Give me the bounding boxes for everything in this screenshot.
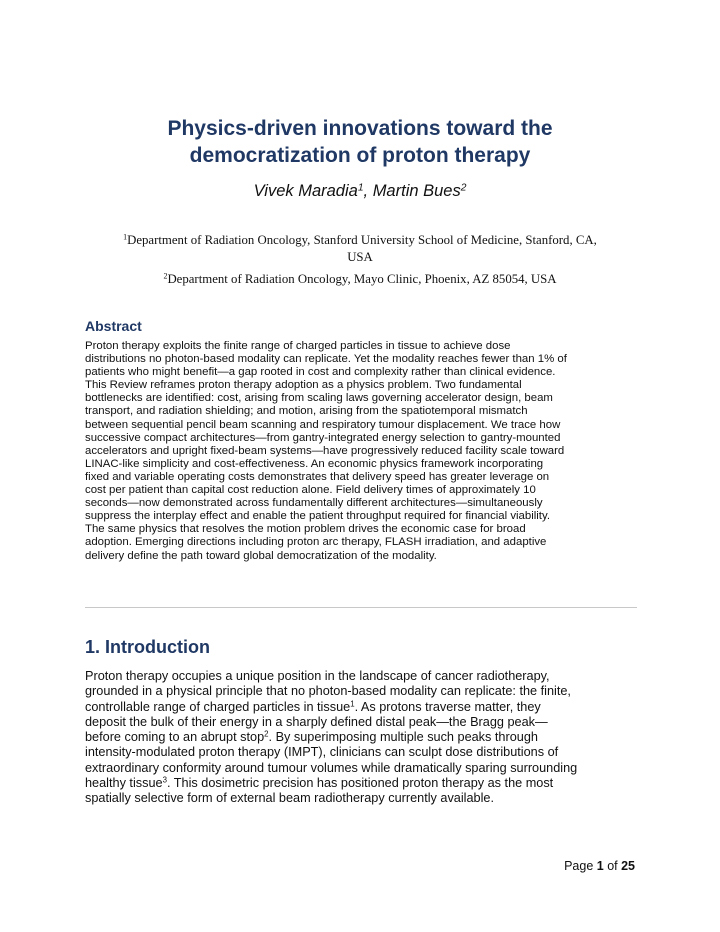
abstract-heading: Abstract (85, 318, 142, 334)
introduction-body (85, 669, 577, 807)
title-line: democratization of proton therapy (189, 144, 531, 167)
abstract-line: patients who might benefit—a gap rooted in cost and complexity rather than clinical evidence. (85, 366, 556, 379)
introduction-line (85, 715, 577, 730)
abstract-line: transport, and radiation shielding; and motion, arising from the spatiotemporal mismatch (85, 405, 528, 418)
author-list (80, 182, 640, 201)
author-separator: , (363, 182, 373, 200)
abstract-line: adoption. Emerging directions including proton arc therapy, FLASH irradiation, and adaptive (85, 536, 547, 549)
citation-mark: 1 (350, 699, 355, 709)
text-run: extraordinary conformity around tumour volumes while dramatically sparing surrounding (85, 760, 578, 775)
abstract-line: seconds—now demonstrated across fundamentally different architectures—simultaneously (85, 497, 543, 510)
introduction-line (85, 776, 577, 791)
affiliation-text: Department of Radiation Oncology, Stanford University School of Medicine, Stanford, CA, (127, 233, 597, 247)
abstract-line: between sequential pencil beam scanning and respiratory tumour displacement. We trace how (85, 418, 561, 431)
abstract-line: delivery define the path toward global democratization of the modality. (85, 549, 437, 562)
text-run: grounded in a physical principle that no photon-based modality can replicate: the finite, (85, 684, 571, 699)
text-run: deposit the bulk of their energy in a sharply defined distal peak—the Bragg peak— (85, 714, 548, 729)
title-line: Physics-driven innovations toward the (167, 117, 553, 140)
affiliation-text: USA (347, 250, 373, 264)
abstract-line: fixed and variable operating costs demonstrates that delivery speed has greater leverage on (85, 470, 550, 483)
abstract-line: The same physics that resolves the motion problem drives the economic case for broad (85, 523, 526, 536)
author-affiliation-mark: 2 (460, 182, 467, 194)
introduction-line (85, 745, 577, 760)
text-run: Proton therapy occupies a unique position in the landscape of cancer radiotherapy, (85, 669, 550, 683)
section-heading-introduction: 1. Introduction (85, 637, 210, 657)
abstract-line: bottlenecks are identified: cost, arising from scaling laws governing accelerator design, beam (85, 392, 553, 405)
abstract-line: accelerators and upright fixed-beam systems—have progressively reduced facility scale toward (85, 444, 565, 457)
author-name: Martin Bues (372, 182, 461, 200)
affiliation-2 (85, 271, 635, 288)
text-run: spatially selective form of external beam radiotherapy currently available. (85, 791, 495, 806)
introduction-line (85, 684, 577, 699)
paper-title (80, 115, 640, 169)
page-total: 25 (621, 859, 635, 873)
text-run: . By superimposing multiple such peaks through (268, 730, 538, 745)
abstract-line: This Review reframes proton therapy adoption as a physics problem. Two fundamental (85, 379, 522, 392)
introduction-line (85, 700, 577, 715)
text-run: . This dosimetric precision has positioned proton therapy as the most (166, 776, 554, 791)
introduction-line (85, 669, 577, 684)
page-of-label: of (603, 859, 622, 873)
abstract-line: suppress the interplay effect and enable the patient throughput required for financial viability. (85, 510, 550, 523)
introduction-line (85, 761, 577, 776)
citation-mark: 3 (162, 775, 167, 785)
abstract-line: successive compact architectures—from gantry-integrated energy selection to gantry-mounted (85, 431, 561, 444)
affiliation-mark: 1 (123, 232, 128, 242)
text-run: intensity-modulated proton therapy (IMPT), clinicians can sculpt dose distributions of (85, 745, 559, 760)
affiliation-text: Department of Radiation Oncology, Mayo Clinic, Phoenix, AZ 85054, USA (167, 272, 557, 286)
page-label: Page (564, 859, 597, 873)
abstract-body (85, 340, 567, 563)
abstract-line: distributions no photon-based modality can replicate. Yet the modality reaches fewer than 1% of (85, 353, 567, 366)
abstract-line: LINAC-like simplicity and cost-effectiveness. An economic physics framework incorporating (85, 457, 544, 470)
abstract-line: cost per patient than capital cost reduction alone. Field delivery times of approximately 10 (85, 484, 536, 497)
author-name: Vivek Maradia (253, 182, 358, 200)
page-number: 1 (596, 859, 604, 873)
section-divider (85, 607, 637, 608)
introduction-line (85, 730, 577, 745)
affiliation-1 (85, 232, 635, 266)
text-run: healthy tissue (85, 776, 163, 791)
text-run: before coming to an abrupt stop (85, 730, 265, 745)
introduction-line (85, 791, 577, 806)
affiliation-mark: 2 (163, 271, 168, 281)
author-affiliation-mark: 1 (357, 182, 364, 194)
text-run: . As protons traverse matter, they (354, 699, 541, 714)
citation-mark: 2 (264, 729, 269, 739)
abstract-line: Proton therapy exploits the finite range of charged particles in tissue to achieve dose (85, 340, 511, 352)
page-footer (564, 859, 635, 873)
text-run: controllable range of charged particles in tissue (85, 699, 351, 714)
